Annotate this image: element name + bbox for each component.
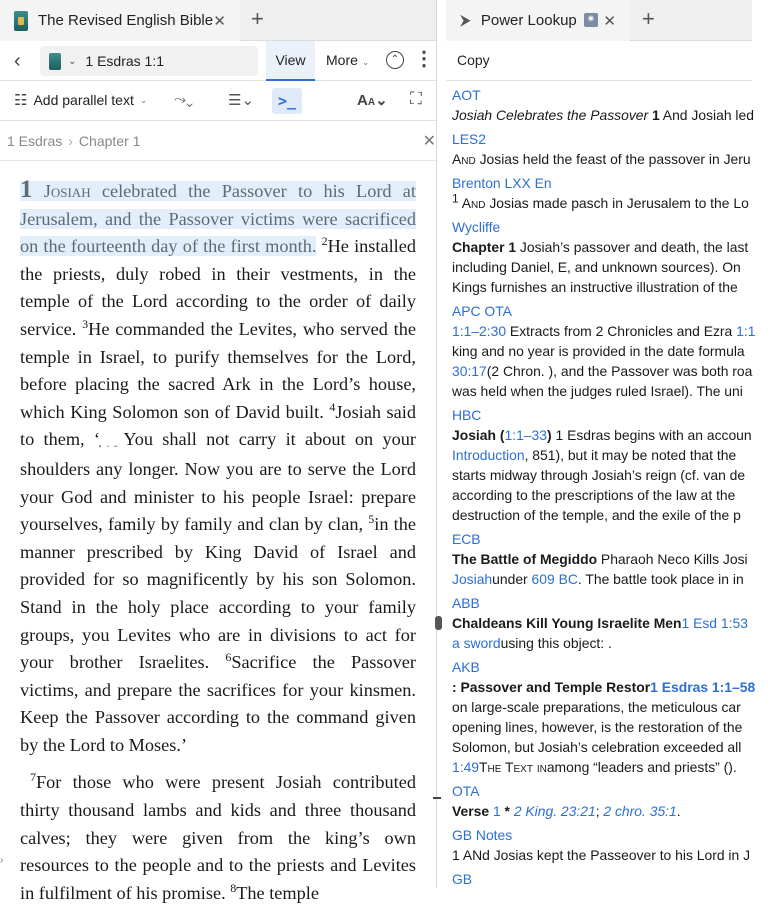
lookup-entry-line	[452, 549, 772, 569]
lookup-text: *	[500, 803, 510, 819]
reference-box[interactable]	[40, 46, 258, 76]
lookup-text: 1 Esdras begins with an accoun	[551, 427, 752, 443]
bible-text	[20, 176, 416, 907]
lookup-text: Pharaoh Neco Kills Josi	[597, 551, 748, 567]
close-icon[interactable]: ✕	[603, 12, 616, 30]
verse-number[interactable]: 6	[225, 650, 232, 664]
collapse-arrow-icon[interactable]: ›	[0, 855, 4, 866]
back-arrow-icon[interactable]: ‹	[14, 50, 21, 72]
breadcrumb-separator-icon: ›	[68, 133, 73, 149]
power-lookup-panel	[446, 0, 756, 888]
lookup-text: Solomon, but Josiah’s celebration exceeded all	[452, 739, 742, 755]
lookup-link[interactable]: 1:1–2:30	[452, 323, 507, 339]
lookup-text: Josias made pasch in Jerusalem to the Lo	[485, 195, 749, 211]
text-display-icon[interactable]: ☰⌄	[228, 92, 255, 109]
tab-title: Power Lookup	[480, 12, 577, 29]
lookup-source-title[interactable]: Wycliffe	[452, 219, 501, 235]
lookup-entry-line	[452, 801, 772, 821]
close-icon[interactable]: ✕	[422, 133, 436, 150]
lookup-toolbar	[446, 41, 752, 81]
navigation-bar	[0, 41, 436, 81]
lookup-text: The Text in	[479, 759, 547, 775]
lookup-entry-line	[452, 237, 772, 257]
lookup-link[interactable]: 30:17	[452, 363, 487, 379]
lookup-entry-line	[452, 425, 772, 445]
lookup-text: 1 ANd Josias kept the Passeover to his Lord in J	[452, 847, 751, 863]
lookup-link[interactable]: 609 BC	[531, 571, 578, 587]
lookup-text: Chaldeans Kill Young Israelite Men	[452, 615, 682, 631]
verse-5-text: in the manner prescribed by King David of Israel and provided for so magnificently by his son Solomon. Stand in the holy place according to your family groups, you Levites who are in divisions to act for your brother Israelites.	[20, 514, 416, 673]
lookup-text: (2 Chron.	[486, 363, 549, 379]
lookup-text: among “leaders and priests” (	[546, 759, 729, 775]
lookup-text: destruction of the temple, and the exile of the p	[452, 507, 741, 523]
more-label: More	[326, 52, 358, 68]
pin-icon[interactable]: ⮞	[460, 12, 471, 29]
panel-divider-handle[interactable]	[435, 616, 442, 630]
reference-input[interactable]: 1 Esdras 1:1	[85, 53, 164, 69]
verse-number[interactable]: 7	[30, 770, 36, 785]
copy-button[interactable]: Copy	[457, 52, 490, 68]
lookup-text: according to the prescriptions of the law at the	[452, 487, 736, 503]
lookup-source-title[interactable]: Brenton LXX En	[452, 175, 552, 191]
panel-divider-marker	[433, 797, 441, 799]
lookup-text: And	[452, 151, 476, 167]
lookup-text: : Passover and Temple Restor	[452, 679, 651, 695]
view-button[interactable]: View	[266, 41, 315, 81]
paragraph	[20, 176, 416, 759]
lookup-text: starts midway through Josiah’s reign (cf. van de	[452, 467, 746, 483]
visual-filter-icon[interactable]: ⤳⌄	[174, 91, 194, 108]
verse-number[interactable]: 4	[329, 399, 336, 414]
chevron-down-icon[interactable]: ⌄	[68, 55, 77, 67]
lookup-text: )	[547, 427, 552, 443]
add-parallel-text-button[interactable]	[14, 91, 147, 109]
tab-power-lookup[interactable]	[446, 0, 630, 41]
verse-number[interactable]: 2	[321, 234, 328, 249]
lookup-text: using this object:	[500, 635, 608, 651]
lookup-entry-line	[452, 321, 772, 341]
bible-book-icon	[14, 11, 28, 31]
breadcrumb-trail[interactable]	[7, 133, 140, 149]
verse-1-text: celebrated the Passover to his Lord at Jerusalem, and the Passover victims were sacrificed on the fourteenth day of the first month.	[20, 181, 416, 257]
lookup-text: Josiah Celebrates the Passover	[452, 107, 652, 123]
lookup-text: The Battle of Megiddo	[452, 551, 598, 567]
lookup-entry-line	[452, 697, 772, 717]
lookup-text: Josias held the feast of the passover in Jeru	[475, 151, 751, 167]
lookup-text: including Daniel, E, and unknown sources). On	[452, 259, 741, 275]
verse-4-intro: Josiah said to them, ‘	[20, 401, 416, 450]
lookup-source-title[interactable]: AKB	[452, 659, 480, 675]
lookup-source-title[interactable]: LES2	[452, 131, 486, 147]
scroll-up-circle-icon[interactable]: ⌃	[386, 51, 404, 69]
lookup-entry-line	[452, 505, 772, 525]
resource-icon[interactable]	[49, 53, 61, 70]
lookup-text: . The battle took place in	[577, 571, 733, 587]
parallel-columns-icon: ☷	[14, 92, 28, 109]
lookup-link[interactable]: 2 King. 23:21	[513, 803, 596, 819]
lookup-entry-line	[452, 193, 772, 213]
verse-7-text: For those who were present Josiah contributed thirty thousand lambs and kids and three thousand calves; they were given from the king’s own resources to the people and to the priests and Levites in fulfilment of his promise.	[20, 772, 416, 903]
lookup-entry-line	[452, 149, 772, 169]
lookup-entry-line	[452, 381, 772, 401]
fullscreen-icon[interactable]: ⛶	[410, 89, 422, 108]
lookup-entry-line	[452, 613, 772, 633]
add-tab-icon[interactable]: +	[642, 6, 655, 31]
lookup-text: ).	[728, 759, 737, 775]
lookup-text: .	[607, 635, 612, 651]
lookup-entry-line	[452, 677, 772, 697]
lookup-entry-line	[452, 341, 772, 361]
breadcrumb-chapter[interactable]: Chapter 1	[78, 133, 141, 149]
lookup-entry-line	[452, 277, 772, 297]
lookup-link[interactable]: 1:1	[736, 323, 756, 339]
verse-4-text: You shall not carry it about on your shoulders any longer. Now you are to serve the Lord your God and minister to his people Israel: prepare yourselves, family by family and clan by clan,	[20, 429, 416, 535]
tab-title: The Revised English Bible	[38, 12, 214, 29]
breadcrumb-book[interactable]: 1 Esdras	[7, 133, 63, 149]
lookup-entry-line	[452, 485, 772, 505]
lookup-entry-line	[452, 445, 772, 465]
lookup-text: .	[676, 803, 681, 819]
chevron-down-icon: ⌄	[139, 94, 148, 105]
command-prompt-icon[interactable]: >_	[272, 88, 302, 114]
chapter-number: 1	[20, 176, 33, 203]
lookup-source-title[interactable]: APC OTA	[452, 303, 512, 319]
lookup-text: Josiah (	[452, 427, 505, 443]
lookup-text: under	[492, 571, 532, 587]
lookup-source-title[interactable]: OTA	[452, 783, 480, 799]
add-tab-icon[interactable]: +	[251, 6, 264, 31]
lookup-link[interactable]: a sword	[452, 635, 501, 651]
lookup-entry-line	[452, 737, 772, 757]
lookup-source-title[interactable]: ECB	[452, 531, 481, 547]
lookup-link[interactable]: 2 chro. 35:1	[603, 803, 677, 819]
settings-star-icon[interactable]: ✷	[584, 13, 598, 27]
verse-number[interactable]: 5	[368, 512, 375, 527]
lookup-text: ;	[595, 803, 604, 819]
verse-2-text: He installed the priests, duly robed in their vestments, in the temple of the Lord according to the order of daily service.	[20, 236, 417, 339]
paragraph	[20, 769, 416, 907]
breadcrumb	[0, 121, 436, 161]
chevron-down-icon: ⌄	[361, 57, 370, 67]
lookup-entry-line	[452, 845, 772, 865]
lookup-entry-line	[452, 257, 772, 277]
verse-6-text: Sacrifice the Passover victims, and prepare the sacrifices for your kinsmen. Keep the Passover according to the command given by the Lord to Moses.’	[20, 652, 416, 755]
lookup-link[interactable]: 1:1–33	[504, 427, 547, 443]
lookup-text: on large-scale preparations, the meticulous car	[452, 699, 741, 715]
lookup-text: 1	[452, 191, 459, 206]
lookup-text: Extracts from 2 Chronicles and Ezra	[506, 323, 737, 339]
lookup-link[interactable]: 1:49	[452, 759, 480, 775]
lookup-link[interactable]: 1 Esdras 1:1–58	[650, 679, 756, 695]
lookup-text: opening lines, however, is the restoration of the	[452, 719, 743, 735]
lookup-link[interactable]: 1 Esd 1:53	[681, 615, 748, 631]
lookup-source-title[interactable]: ABB	[452, 595, 480, 611]
lookup-source-title[interactable]: GB	[452, 871, 473, 887]
verse-number[interactable]: 3	[82, 316, 89, 331]
lookup-text: was held when the judges ruled Israel). The uni	[452, 383, 743, 399]
lookup-text: , 851), but it may be noted that the	[524, 447, 737, 463]
close-icon[interactable]: ✕	[213, 12, 226, 30]
tab-revised-english-bible[interactable]	[0, 0, 240, 41]
lookup-text: And	[458, 195, 486, 211]
font-size-icon[interactable]: AA⌄	[357, 92, 388, 109]
lookup-source-title[interactable]: AOT	[452, 87, 481, 103]
lookup-entry-line	[452, 717, 772, 737]
lookup-text: ), and the Passover was both roa	[548, 363, 753, 379]
lookup-results	[452, 85, 772, 889]
cantillation-marks: ֣ ֤ ֥ ֦	[100, 435, 124, 449]
lookup-entry-line	[452, 361, 772, 381]
lookup-text: Chapter 1	[452, 239, 517, 255]
lookup-source-title[interactable]: HBC	[452, 407, 482, 423]
lookup-link[interactable]: Josiah	[452, 571, 493, 587]
verse-3-text: He commanded the Levites, who served the temple in Israel, to purify themselves for the Lord, before placing the sacred Ark in the Lord’s house, which King Solomon son of David built.	[20, 318, 416, 422]
lookup-text: 1	[651, 107, 660, 123]
lookup-entry-line	[452, 633, 772, 653]
left-tab-bar	[0, 0, 436, 41]
lookup-text: king and no year is provided in the date formula	[452, 343, 745, 359]
lookup-entry-line	[452, 757, 772, 777]
add-parallel-label: Add parallel text	[33, 92, 134, 108]
lookup-text: And Josiah led	[659, 107, 754, 123]
lookup-text: Josiah’s passover and death, the last	[516, 239, 749, 255]
more-button[interactable]	[326, 52, 369, 68]
verse-8-text: The temple	[236, 882, 319, 903]
lookup-source-title[interactable]: GB Notes	[452, 827, 513, 843]
lookup-entry-line	[452, 465, 772, 485]
lookup-text: Kings furnishes an instructive illustration of the	[452, 279, 738, 295]
lookup-link[interactable]: 1	[492, 803, 501, 819]
lookup-entry-line	[452, 569, 772, 589]
verse-1-first-word: Josiah	[43, 181, 91, 201]
lookup-entry-line	[452, 105, 772, 125]
text-toolbar	[0, 81, 436, 121]
right-tab-bar	[446, 0, 752, 41]
lookup-text: Verse	[452, 803, 493, 819]
lookup-link[interactable]: Introduction	[452, 447, 525, 463]
kebab-menu-icon[interactable]: ⋮	[414, 48, 434, 70]
verse-number[interactable]: 8	[230, 880, 237, 895]
lookup-text: in	[732, 571, 744, 587]
